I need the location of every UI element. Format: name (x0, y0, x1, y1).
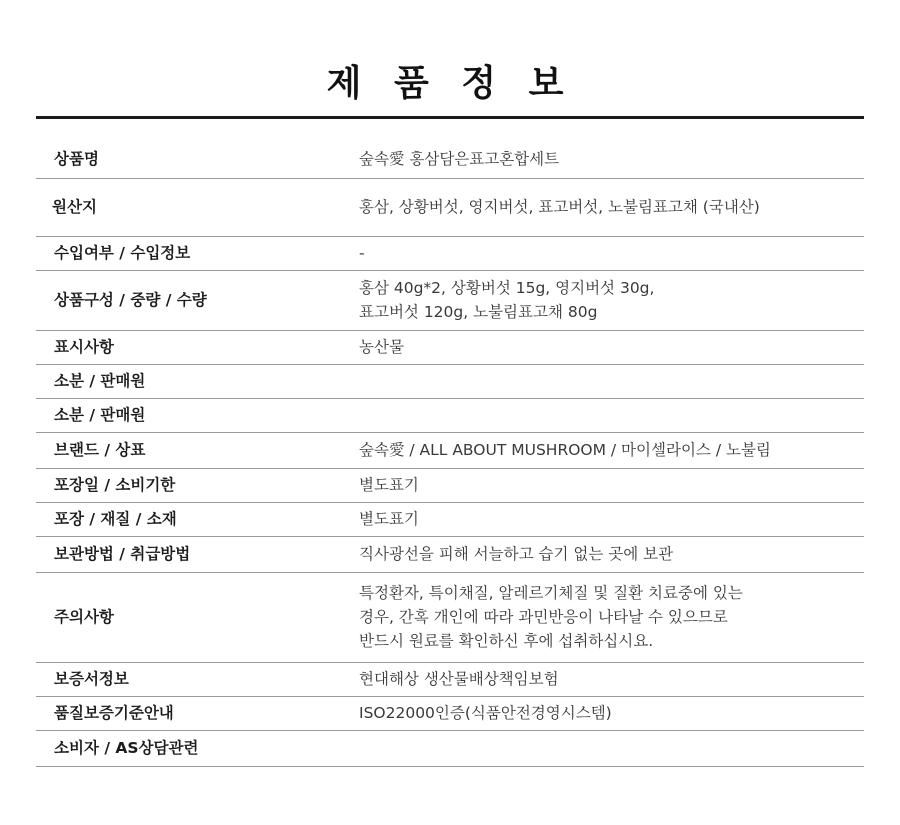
row-label: 원산지 (36, 178, 359, 236)
row-label: 상품구성 / 중량 / 수량 (36, 270, 359, 330)
row-value-line: 별도표기 (359, 510, 419, 528)
row-value (359, 140, 864, 178)
row-label: 소분 / 판매원 (36, 398, 359, 432)
info-row (36, 468, 864, 502)
row-value (359, 236, 864, 270)
row-value-line: 홍삼 40g*2, 상황버섯 15g, 영지버섯 30g, (359, 279, 655, 297)
row-value (359, 178, 864, 236)
row-value (359, 330, 864, 364)
info-row (36, 398, 864, 432)
info-row (36, 730, 864, 766)
row-value-line: 직사광선을 피해 서늘하고 습기 없는 곳에 보관 (359, 545, 674, 563)
row-value-line: 농산물 (359, 338, 404, 356)
row-label: 포장 / 재질 / 소재 (36, 502, 359, 536)
row-label: 상품명 (36, 140, 359, 178)
info-row (36, 330, 864, 364)
row-value-line: 숲속愛 홍삼담은표고혼합세트 (359, 149, 560, 168)
row-label: 주의사항 (36, 572, 359, 662)
info-row (36, 270, 864, 330)
row-value (359, 730, 864, 766)
row-label: 소분 / 판매원 (36, 364, 359, 398)
row-value-line: 특정환자, 특이채질, 알레르기체질 및 질환 치료중에 있는 (359, 584, 743, 602)
info-row (36, 572, 864, 662)
title-divider (36, 116, 864, 119)
row-value-line: 현대해상 생산물배상책임보험 (359, 670, 559, 688)
row-label: 표시사항 (36, 330, 359, 364)
row-value-line: 경우, 간혹 개인에 따라 과민반응이 나타날 수 있으므로 (359, 608, 728, 626)
product-info-table (36, 140, 864, 767)
info-row (36, 236, 864, 270)
row-label: 소비자 / AS상담관련 (36, 730, 359, 766)
row-value (359, 572, 864, 662)
info-row (36, 364, 864, 398)
row-value-line: 표고버섯 120g, 노불림표고채 80g (359, 303, 598, 321)
product-info-rows (36, 140, 864, 766)
info-row (36, 662, 864, 696)
row-label: 보관방법 / 취급방법 (36, 536, 359, 572)
info-row (36, 696, 864, 730)
row-value (359, 502, 864, 536)
row-value (359, 662, 864, 696)
row-value-line: 숲속愛 / ALL ABOUT MUSHROOM / 마이셀라이스 / 노불림 (359, 441, 771, 459)
row-value-line: 별도표기 (359, 476, 419, 494)
row-label: 수입여부 / 수입정보 (36, 236, 359, 270)
row-value-line: 반드시 원료를 확인하신 후에 섭취하십시요. (359, 632, 654, 650)
row-value (359, 696, 864, 730)
row-value (359, 536, 864, 572)
row-value-line: ISO22000인증(식품안전경영시스템) (359, 704, 612, 722)
info-row (36, 502, 864, 536)
info-row (36, 178, 864, 236)
row-value (359, 270, 864, 330)
row-value (359, 364, 864, 398)
row-value-line: - (359, 244, 365, 262)
row-label: 브랜드 / 상표 (36, 432, 359, 468)
row-value (359, 398, 864, 432)
info-row (36, 432, 864, 468)
row-label: 보증서정보 (36, 662, 359, 696)
row-value (359, 432, 864, 468)
info-row (36, 140, 864, 178)
row-label: 품질보증기준안내 (36, 696, 359, 730)
row-value-line: 홍삼, 상황버섯, 영지버섯, 표고버섯, 노불림표고채 (국내산) (359, 198, 760, 216)
row-label: 포장일 / 소비기한 (36, 468, 359, 502)
info-row (36, 536, 864, 572)
row-value (359, 468, 864, 502)
page-title: 제 품 정 보 (326, 63, 574, 104)
